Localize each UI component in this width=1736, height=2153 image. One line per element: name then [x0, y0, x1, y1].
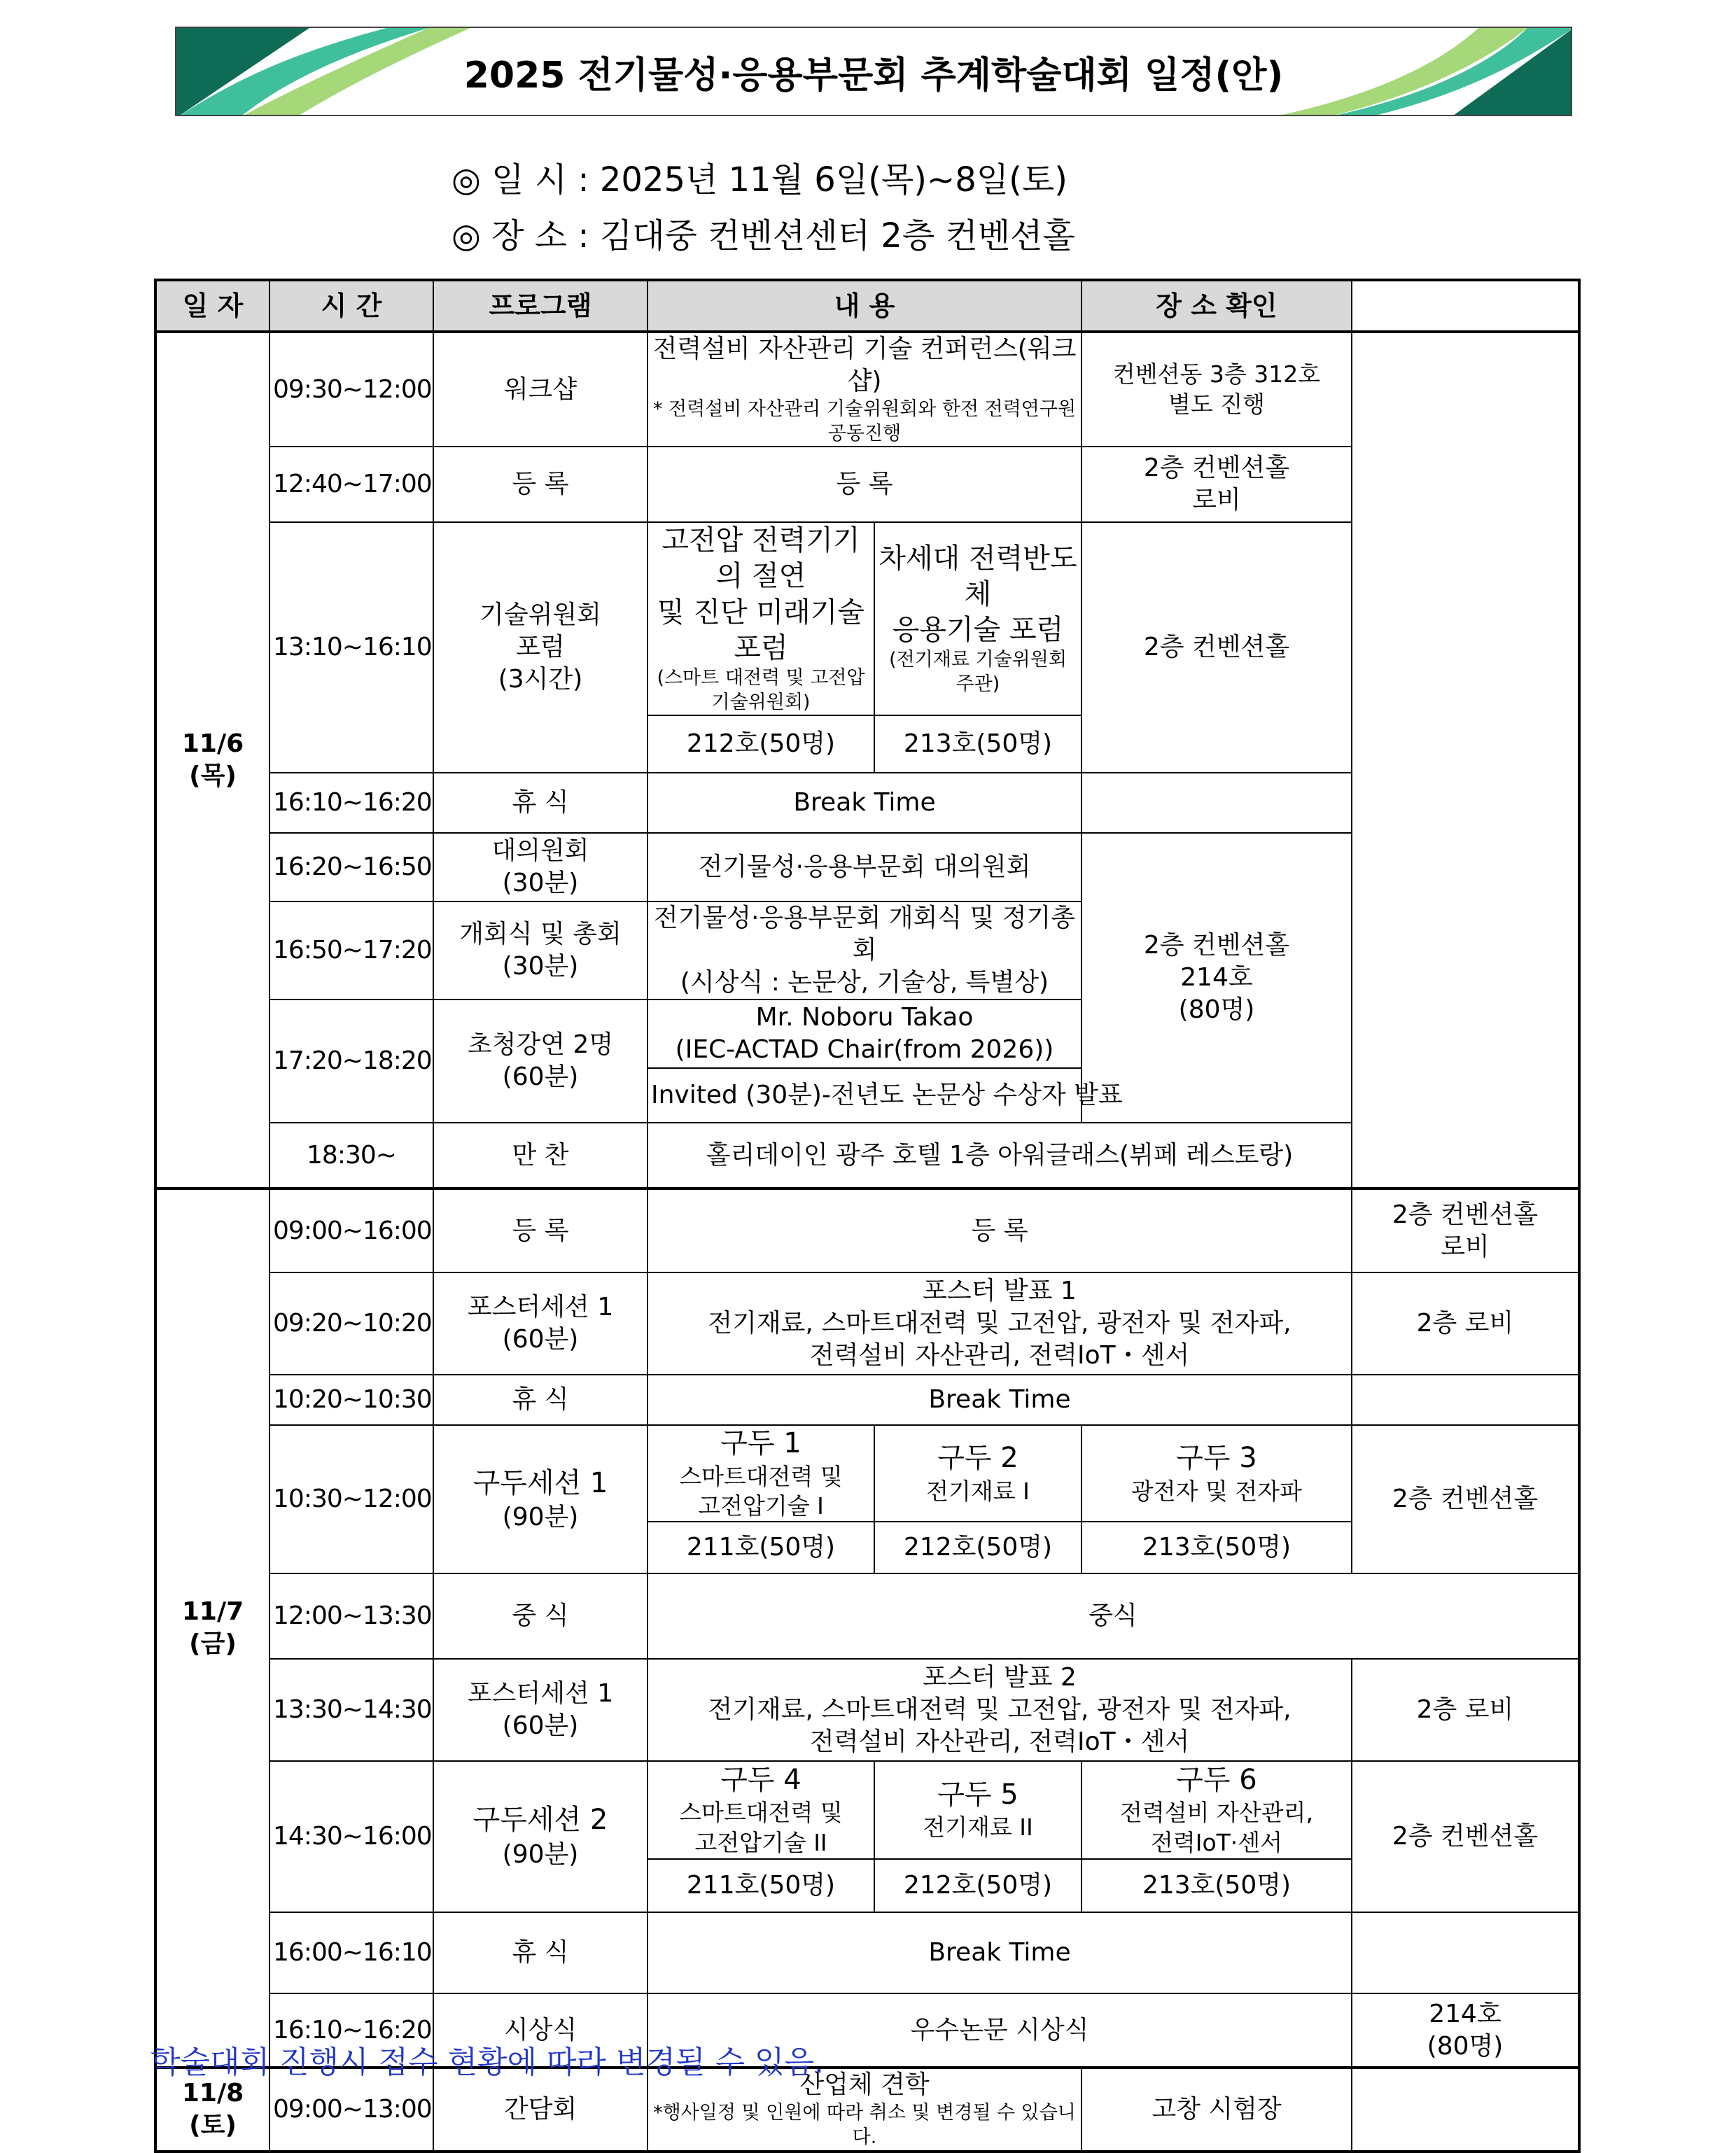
program-cell: 휴 식	[433, 1375, 648, 1425]
program-text: 포스터세션 1	[467, 1678, 614, 1708]
program-cell: 휴 식	[433, 1912, 648, 1993]
program-cell	[433, 522, 648, 773]
day1-date: 11/6	[181, 729, 244, 759]
place-cell: 2층 컨벤션홀	[1352, 1425, 1579, 1573]
place-text: 214호	[1429, 1999, 1502, 2028]
time-cell: 14:30~16:00	[270, 1761, 433, 1912]
table-row	[155, 1659, 1579, 1761]
oral-room: 212호(50명)	[874, 1522, 1082, 1573]
header-content: 내 용	[648, 280, 1082, 332]
place-text: (80명)	[1427, 2031, 1504, 2061]
table-row	[155, 833, 1579, 902]
day3-date: 11/8	[181, 2078, 244, 2108]
forum-a-sub: (스마트 대전력 및 고전압 기술위원회)	[657, 667, 865, 713]
table-row	[155, 1761, 1579, 1859]
program-text: (90분)	[502, 1839, 579, 1869]
oral-sub: 전력설비 자산관리,	[1119, 1799, 1313, 1827]
program-text: (90분)	[502, 1502, 579, 1531]
time-cell: 09:00~16:00	[270, 1188, 433, 1272]
oral-sub: 전기재료 II	[923, 1814, 1033, 1842]
program-cell: 만 찬	[433, 1123, 648, 1188]
forum-b-cell	[874, 522, 1082, 715]
content-cell: 등 록	[648, 447, 1082, 522]
content-cell	[648, 332, 1082, 447]
content-text: 전력설비 자산관리 기술 컨퍼런스(워크샵)	[652, 335, 1077, 396]
forum-b-title: 차세대 전력반도체	[878, 542, 1077, 611]
program-cell	[433, 1000, 648, 1123]
place-cell	[1352, 1188, 1579, 1272]
program-text: (3시간)	[498, 665, 583, 694]
oral-sub: 고전압기술 I	[698, 1492, 824, 1520]
header-place: 장 소 확인	[1082, 280, 1352, 332]
place-text: 로비	[1192, 486, 1241, 515]
time-cell: 16:10~16:20	[270, 773, 433, 833]
oral-title: 구두 4	[720, 1764, 802, 1797]
oral-room: 213호(50명)	[1082, 1859, 1352, 1912]
program-cell: 간담회	[433, 2068, 648, 2152]
content-text: (시상식 : 논문상, 기술상, 특별상)	[680, 968, 1049, 997]
oral-session-6	[1082, 1761, 1352, 1859]
content-text: 전기재료, 스마트대전력 및 고전압, 광전자 및 전자파,	[708, 1695, 1292, 1724]
header-program: 프로그램	[433, 280, 648, 332]
time-cell: 17:20~18:20	[270, 1000, 433, 1123]
time-cell: 10:20~10:30	[270, 1375, 433, 1425]
oral-title: 구두 6	[1176, 1764, 1257, 1797]
time-cell: 12:00~13:30	[270, 1573, 433, 1659]
day2-weekday: (금)	[189, 1629, 237, 1659]
content-text: (IEC-ACTAD Chair(from 2026))	[675, 1035, 1054, 1065]
content-text: 전력설비 자산관리, 전력IoT・센서	[809, 1727, 1190, 1757]
content-cell: Break Time	[648, 1375, 1352, 1425]
time-cell: 10:30~12:00	[270, 1425, 433, 1573]
content-note: *행사일정 및 인원에 따라 취소 및 변경될 수 있습니다.	[653, 2102, 1076, 2149]
program-text: 대의원회	[491, 836, 589, 866]
oral-title: 구두 5	[937, 1779, 1018, 1811]
table-row	[155, 1912, 1579, 1993]
content-cell: Break Time	[648, 773, 1082, 833]
oral-title: 구두 3	[1176, 1442, 1257, 1475]
time-cell: 16:50~17:20	[270, 902, 433, 1000]
oral-sub: 전력IoT·센서	[1150, 1828, 1283, 1856]
oral-sub: 광전자 및 전자파	[1130, 1477, 1303, 1505]
table-row	[155, 332, 1579, 447]
time-cell: 16:20~16:50	[270, 833, 433, 902]
place-cell: 2층 로비	[1352, 1659, 1579, 1761]
day2-date: 11/7	[181, 1597, 244, 1627]
content-text: 포스터 발표 2	[923, 1662, 1077, 1692]
program-text: (30분)	[502, 952, 579, 981]
place-text: (80명)	[1178, 995, 1255, 1025]
day1-weekday: (목)	[189, 762, 237, 791]
content-text: 전력설비 자산관리, 전력IoT・센서	[809, 1341, 1190, 1370]
program-cell: 등 록	[433, 1188, 648, 1272]
time-cell: 09:30~12:00	[270, 332, 433, 447]
content-cell	[648, 1000, 1082, 1068]
program-cell	[433, 1272, 648, 1375]
oral-room: 213호(50명)	[1082, 1522, 1352, 1573]
day1-date-cell	[155, 332, 270, 1188]
place-cell	[1082, 447, 1352, 522]
program-text: (60분)	[502, 1325, 579, 1354]
forum-b-sub: (전기재료 기술위원회 주관)	[889, 649, 1067, 695]
table-row	[155, 447, 1579, 522]
program-text: 포스터세션 1	[467, 1293, 614, 1322]
table-row	[155, 773, 1579, 833]
oral-room: 212호(50명)	[874, 1859, 1082, 1912]
place-cell	[1082, 332, 1352, 447]
program-text: (60분)	[502, 1711, 579, 1740]
place-text: 2층 컨벤션홀	[1143, 454, 1290, 483]
place-cell: 2층 컨벤션홀	[1082, 522, 1352, 773]
content-text: 포스터 발표 1	[923, 1277, 1077, 1306]
table-row	[155, 1272, 1579, 1375]
time-cell: 13:30~14:30	[270, 1659, 433, 1761]
program-cell: 시상식	[433, 1993, 648, 2068]
time-cell: 18:30~	[270, 1123, 433, 1188]
table-row	[155, 902, 1579, 1000]
content-cell	[648, 1272, 1352, 1375]
program-text: 포럼	[516, 633, 565, 662]
oral-room: 211호(50명)	[648, 1859, 874, 1912]
content-text: 전기재료, 스마트대전력 및 고전압, 광전자 및 전자파,	[708, 1309, 1292, 1338]
table-row	[155, 1188, 1579, 1272]
place-cell	[1082, 773, 1352, 833]
footnote: 학술대회 진행시 접수 현황에 따라 변경될 수 있음.	[150, 2045, 824, 2080]
program-cell: 중 식	[433, 1573, 648, 1659]
time-cell: 12:40~17:00	[270, 447, 433, 522]
day2-date-cell	[155, 1188, 270, 2068]
time-cell: 16:00~16:10	[270, 1912, 433, 1993]
title-banner	[175, 27, 1572, 116]
content-cell: 우수논문 시상식	[648, 1993, 1352, 2068]
program-cell	[433, 833, 648, 902]
table-row	[155, 1123, 1579, 1188]
date-line: ◎ 일 시 : 2025년 11월 6일(목)~8일(토)	[451, 160, 1068, 199]
oral-session-1	[648, 1425, 874, 1522]
schedule-table	[154, 279, 1581, 2153]
content-cell: 등 록	[648, 1188, 1352, 1272]
table-row	[155, 1573, 1579, 1659]
place-cell	[1352, 1375, 1579, 1425]
content-cell: 홀리데이인 광주 호텔 1층 아워글래스(뷔페 레스토랑)	[648, 1123, 1352, 1188]
content-cell: Invited (30분)-전년도 논문상 수상자 발표	[648, 1068, 1082, 1123]
content-cell: 중식	[648, 1573, 1579, 1659]
forum-b-title: 응용기술 포럼	[892, 614, 1064, 647]
day3-weekday: (토)	[189, 2110, 237, 2140]
content-text: 전기물성·응용부문회 개회식 및 정기총회	[653, 904, 1076, 965]
day1-section	[155, 332, 1579, 1188]
table-row	[155, 522, 1579, 715]
header-time: 시 간	[270, 280, 433, 332]
day2-section	[155, 1188, 1579, 2068]
content-cell	[648, 1659, 1352, 1761]
content-cell	[648, 902, 1082, 1000]
program-cell: 등 록	[433, 447, 648, 522]
content-cell: Break Time	[648, 1912, 1352, 1993]
place-cell	[1352, 1912, 1579, 1993]
oral-title: 구두 2	[937, 1442, 1018, 1475]
forum-a-title: 고전압 전력기기의 절연	[662, 524, 860, 593]
place-text: 2층 컨벤션홀	[1392, 1200, 1539, 1229]
program-cell	[433, 1659, 648, 1761]
oral-sub: 스마트대전력 및	[679, 1462, 843, 1490]
forum-b-room: 213호(50명)	[874, 715, 1082, 773]
header-date: 일 자	[155, 280, 270, 332]
place-cell: 2층 컨벤션홀	[1352, 1761, 1579, 1912]
time-cell: 16:10~16:20	[270, 1993, 433, 2068]
table-header-row	[155, 280, 1579, 332]
oral-sub: 고전압기술 II	[694, 1828, 827, 1856]
place-text: 컨벤션동 3층 312호	[1112, 360, 1321, 388]
program-text: (30분)	[502, 869, 579, 898]
program-text: 구두세션 2	[472, 1804, 608, 1837]
program-text: 기술위원회	[479, 601, 601, 630]
oral-room: 211호(50명)	[648, 1522, 874, 1573]
program-text: (60분)	[502, 1063, 579, 1092]
program-cell	[433, 1761, 648, 1912]
content-text: Mr. Noboru Takao	[755, 1003, 974, 1032]
oral-session-4	[648, 1761, 874, 1859]
place-cell: 고창 시험장	[1082, 2068, 1352, 2152]
table-row	[155, 1425, 1579, 1522]
place-text: 로비	[1441, 1232, 1490, 1261]
place-text: 별도 진행	[1168, 390, 1265, 418]
forum-a-cell	[648, 522, 874, 715]
table-row	[155, 1375, 1579, 1425]
oral-sub: 전기재료 I	[926, 1477, 1030, 1505]
place-cell	[1352, 1993, 1579, 2068]
place-text: 2층 컨벤션홀	[1143, 931, 1290, 960]
oral-title: 구두 1	[720, 1427, 802, 1460]
oral-session-5	[874, 1761, 1082, 1859]
program-cell	[433, 902, 648, 1000]
program-text: 초청강연 2명	[467, 1030, 614, 1060]
content-text: 산업체 견학	[799, 2070, 930, 2100]
forum-a-title: 및 진단 미래기술 포럼	[657, 596, 864, 664]
place-text: 214호	[1180, 963, 1253, 993]
place-cell-merged	[1082, 833, 1352, 1123]
time-cell: 09:00~13:00	[270, 2068, 433, 2152]
time-cell: 09:20~10:20	[270, 1272, 433, 1375]
time-cell: 13:10~16:10	[270, 522, 433, 773]
forum-a-room: 212호(50명)	[648, 715, 874, 773]
page-title: 2025 전기물성·응용부문회 추계학술대회 일정(안)	[463, 54, 1284, 97]
content-note: * 전력설비 자산관리 기술위원회와 한전 전력연구원 공동진행	[652, 398, 1077, 444]
place-line: ◎ 장 소 : 김대중 컨벤션센터 2층 컨벤션홀	[451, 216, 1075, 255]
program-text: 개회식 및 총회	[459, 920, 622, 949]
oral-session-2	[874, 1425, 1082, 1522]
oral-sub: 스마트대전력 및	[679, 1799, 843, 1827]
content-cell: 전기물성·응용부문회 대의원회	[648, 833, 1082, 902]
program-text: 구두세션 1	[472, 1466, 608, 1499]
table-row	[155, 1000, 1579, 1068]
program-cell: 휴 식	[433, 773, 648, 833]
oral-session-3	[1082, 1425, 1352, 1522]
program-cell	[433, 1425, 648, 1573]
program-cell: 워크샵	[433, 332, 648, 447]
place-cell: 2층 로비	[1352, 1272, 1579, 1375]
